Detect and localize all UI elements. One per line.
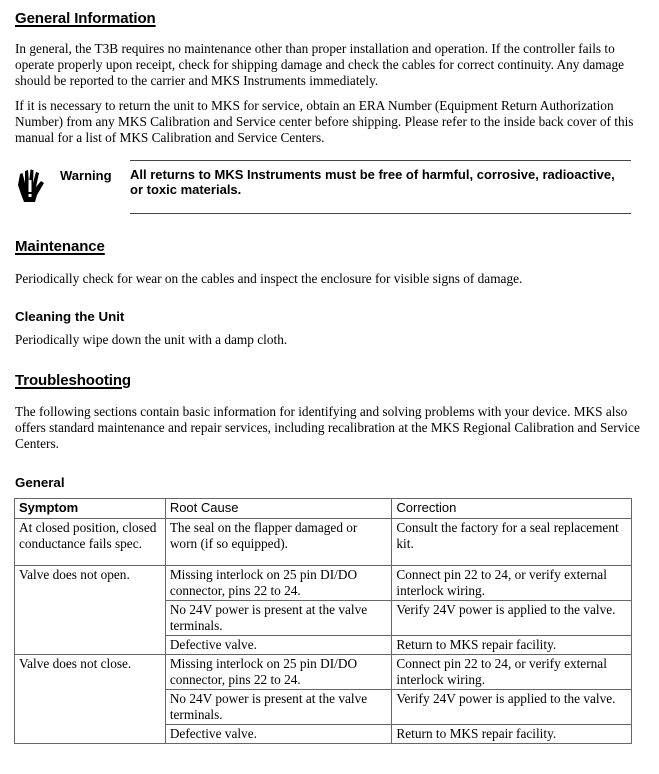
table-row bbox=[15, 655, 632, 690]
correction-cell: Consult the factory for a seal replacement kit. bbox=[392, 519, 632, 566]
column-header-symptom: Symptom bbox=[15, 499, 166, 519]
table-row bbox=[15, 566, 632, 601]
column-header-root-cause: Root Cause bbox=[165, 499, 392, 519]
general-info-paragraph-1: In general, the T3B requires no maintenance other than proper installation and operation. If the controller fails to operate properly upon receipt, check for shipping damage and check the cables for correct continuity. Any damage should be reported to the carrier and MKS Instruments immediately. bbox=[15, 41, 625, 88]
heading-cleaning-the-unit: Cleaning the Unit bbox=[15, 309, 125, 324]
warning-label: Warning bbox=[60, 168, 112, 183]
heading-general-information: General Information bbox=[15, 10, 156, 27]
correction-cell: Connect pin 22 to 24, or verify external interlock wiring. bbox=[392, 566, 632, 601]
correction-cell: Return to MKS repair facility. bbox=[392, 725, 632, 744]
warning-hand-icon bbox=[15, 168, 45, 204]
root-cause-cell: Defective valve. bbox=[165, 725, 392, 744]
cleaning-paragraph: Periodically wipe down the unit with a damp cloth. bbox=[15, 332, 288, 347]
root-cause-cell: The seal on the flapper damaged or worn (if so equipped). bbox=[165, 519, 392, 566]
correction-cell: Verify 24V power is applied to the valve. bbox=[392, 601, 632, 636]
root-cause-cell: No 24V power is present at the valve terminals. bbox=[165, 601, 392, 636]
heading-general: General bbox=[15, 475, 65, 490]
column-header-correction: Correction bbox=[392, 499, 632, 519]
root-cause-cell: No 24V power is present at the valve terminals. bbox=[165, 690, 392, 725]
heading-maintenance: Maintenance bbox=[15, 238, 105, 255]
root-cause-cell: Defective valve. bbox=[165, 636, 392, 655]
warning-callout bbox=[15, 160, 635, 216]
table-header-row bbox=[15, 499, 632, 519]
symptom-cell: Valve does not open. bbox=[15, 566, 166, 655]
maintenance-paragraph: Periodically check for wear on the cables and inspect the enclosure for visible signs of damage. bbox=[15, 271, 523, 286]
troubleshooting-paragraph: The following sections contain basic information for identifying and solving problems with your device. MKS also offers standard maintenance and repair services, including recalibration at the MKS Regional Calibration and Service Centers. bbox=[15, 404, 640, 451]
table-row bbox=[15, 519, 632, 566]
general-info-paragraph-2: If it is necessary to return the unit to MKS for service, obtain an ERA Number (Equipment Return Authorization Number) from any MKS Calibration and Service center before shipping. Please refer to the inside back cover of this manual for a list of MKS Calibration and Service Centers. bbox=[15, 98, 634, 145]
heading-troubleshooting: Troubleshooting bbox=[15, 372, 131, 389]
warning-text: All returns to MKS Instruments must be free of harmful, corrosive, radioactive, or toxic materials. bbox=[130, 167, 615, 197]
root-cause-cell: Missing interlock on 25 pin DI/DO connector, pins 22 to 24. bbox=[165, 566, 392, 601]
root-cause-cell: Missing interlock on 25 pin DI/DO connector, pins 22 to 24. bbox=[165, 655, 392, 690]
symptom-cell: At closed position, closed conductance fails spec. bbox=[15, 519, 166, 566]
troubleshooting-table bbox=[14, 498, 632, 744]
correction-cell: Verify 24V power is applied to the valve. bbox=[392, 690, 632, 725]
warning-top-rule bbox=[130, 160, 631, 161]
correction-cell: Connect pin 22 to 24, or verify external interlock wiring. bbox=[392, 655, 632, 690]
correction-cell: Return to MKS repair facility. bbox=[392, 636, 632, 655]
warning-bottom-rule bbox=[130, 213, 631, 214]
symptom-cell: Valve does not close. bbox=[15, 655, 166, 744]
